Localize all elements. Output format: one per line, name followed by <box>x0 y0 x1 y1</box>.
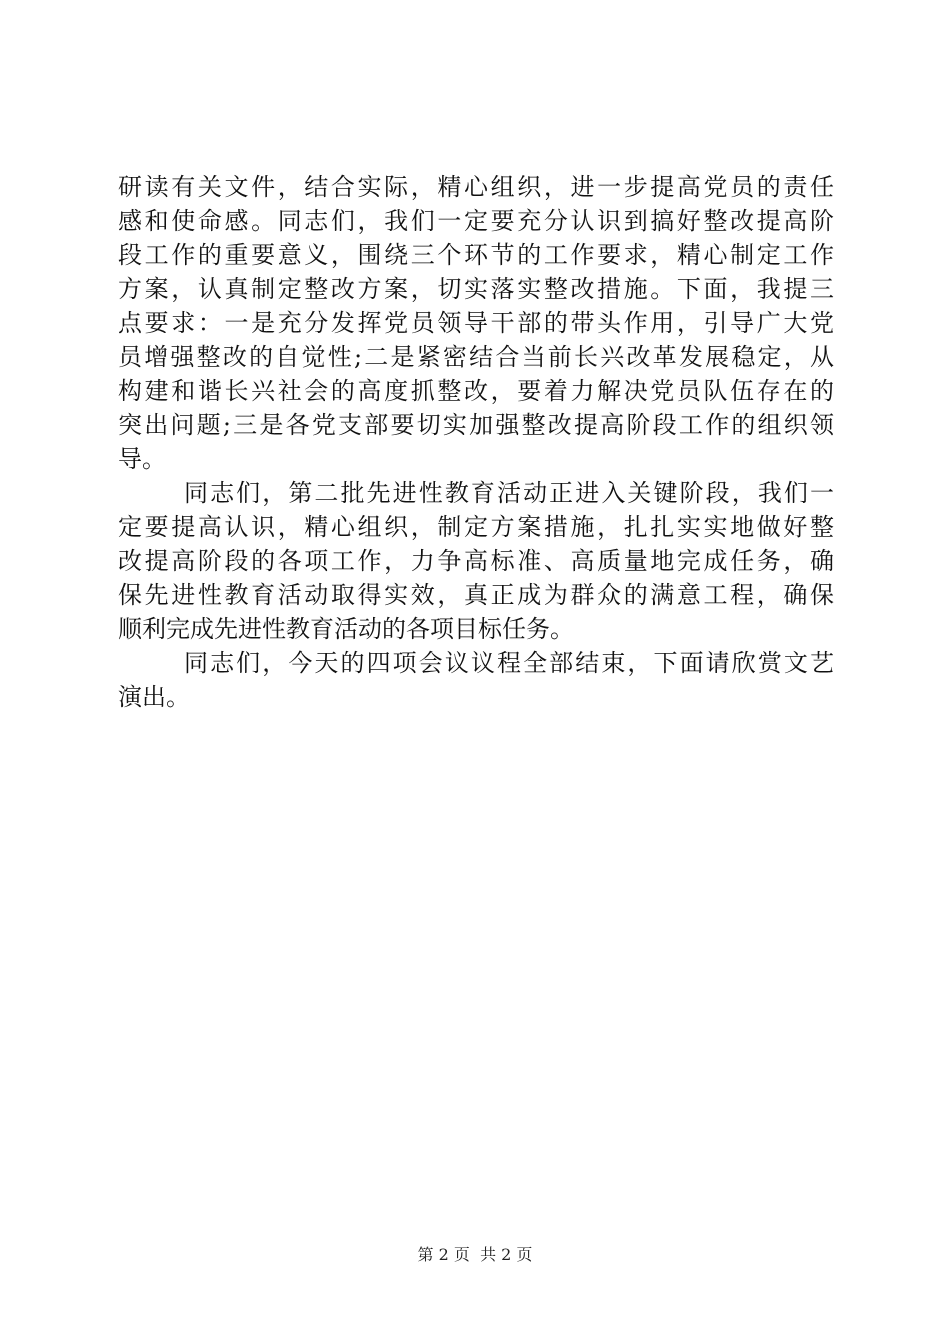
page-footer <box>0 1244 950 1266</box>
text-line: 保先进性教育活动取得实效，真正成为群众的满意工程，确保 <box>118 581 834 609</box>
text-line: 突出问题;三是各党支部要切实加强整改提高阶段工作的组织领 <box>118 411 834 439</box>
text-line: 方案，认真制定整改方案，切实落实整改措施。下面，我提三 <box>118 275 834 303</box>
document-body <box>118 170 834 714</box>
text-line: 改提高阶段的各项工作，力争高标准、高质量地完成任务，确 <box>118 547 834 575</box>
text-line: 顺利完成先进性教育活动的各项目标任务。 <box>118 615 574 643</box>
page-number-label: 第 2 页 共 2 页 <box>417 1245 533 1264</box>
text-line: 研读有关文件，结合实际，精心组织，进一步提高党员的责任 <box>118 173 834 201</box>
text-line: 同志们，今天的四项会议议程全部结束，下面请欣赏文艺 <box>184 649 834 677</box>
text-line: 定要提高认识，精心组织，制定方案措施，扎扎实实地做好整 <box>118 513 834 541</box>
text-line: 演出。 <box>118 683 190 711</box>
paragraph-2 <box>118 476 834 646</box>
paragraph-1 <box>118 170 834 476</box>
text-line: 段工作的重要意义，围绕三个环节的工作要求，精心制定工作 <box>118 241 834 269</box>
text-line: 感和使命感。同志们，我们一定要充分认识到搞好整改提高阶 <box>118 207 834 235</box>
text-line: 导。 <box>118 445 166 473</box>
text-line: 员增强整改的自觉性;二是紧密结合当前长兴改革发展稳定，从 <box>118 343 834 371</box>
paragraph-3 <box>118 646 834 714</box>
text-line: 点要求：一是充分发挥党员领导干部的带头作用，引导广大党 <box>118 309 834 337</box>
text-line: 构建和谐长兴社会的高度抓整改，要着力解决党员队伍存在的 <box>118 377 834 405</box>
text-line: 同志们，第二批先进性教育活动正进入关键阶段，我们一 <box>184 479 834 507</box>
